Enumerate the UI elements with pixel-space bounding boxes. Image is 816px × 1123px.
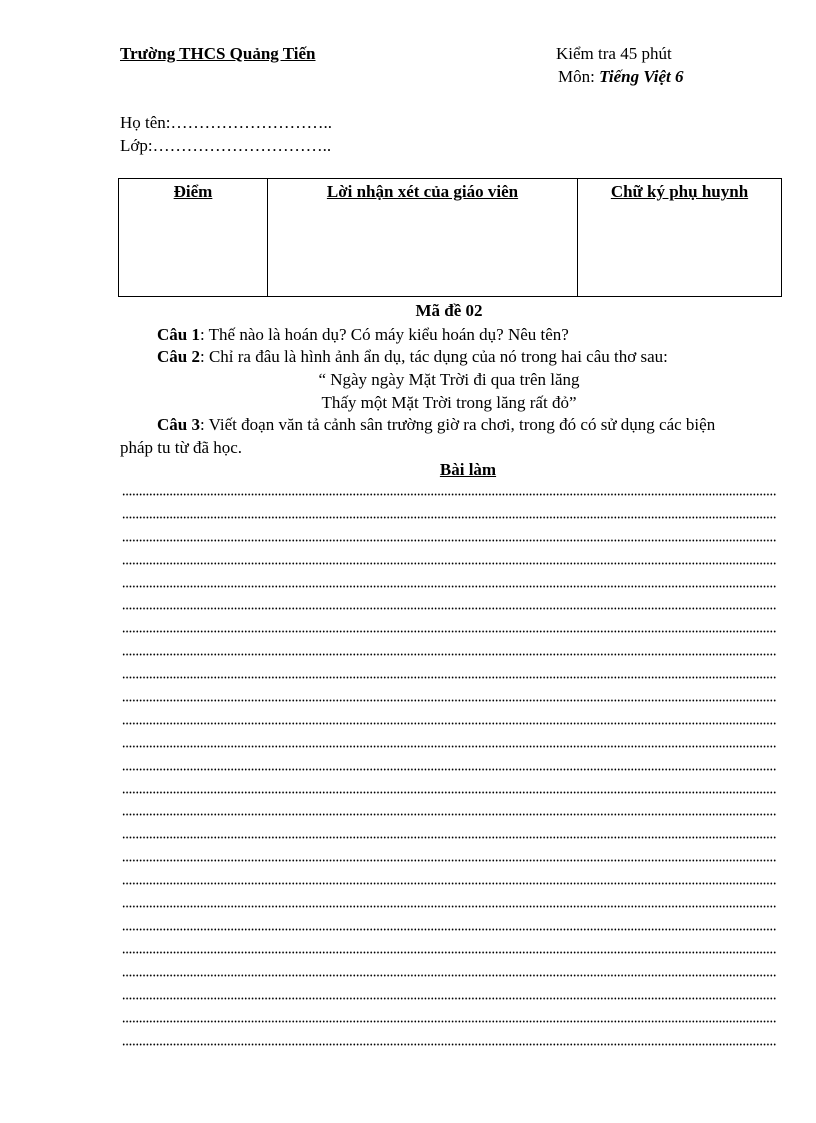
answer-line: [122, 791, 776, 797]
subject-label: Môn:: [558, 67, 595, 86]
answer-line: [122, 905, 776, 911]
question-3-continuation: pháp tu từ đã học.: [120, 438, 243, 457]
answer-line: [122, 813, 776, 819]
answer-line: [122, 974, 776, 980]
question-text: : Viết đoạn văn tả cảnh sân trường giờ ra chơi, trong đó có sử dụng các biện: [199, 415, 716, 434]
answer-line: [122, 768, 776, 774]
question-label: Câu 3: [157, 415, 200, 434]
answer-line: [122, 539, 776, 545]
answer-line: [122, 859, 776, 865]
exam-code: Mã đề 02: [415, 301, 483, 320]
answer-title: Bài làm: [439, 460, 497, 479]
answer-line: [122, 745, 776, 751]
score-cell: [119, 179, 268, 297]
grade-table: [118, 178, 782, 297]
answer-line: [122, 585, 776, 591]
student-name-line: Họ tên:………………………..: [120, 113, 333, 132]
question-label: Câu 2: [157, 347, 200, 366]
question-text: : Chỉ ra đâu là hình ảnh ẩn dụ, tác dụng của nó trong hai câu thơ sau:: [199, 347, 668, 366]
answer-line: [122, 1020, 776, 1026]
subject-line: [558, 68, 683, 85]
answer-line: [122, 562, 776, 568]
exam-duration: Kiểm tra 45 phút: [556, 44, 672, 63]
answer-line: [122, 722, 776, 728]
answer-line: [122, 951, 776, 957]
answer-line: [122, 836, 776, 842]
answer-line: [122, 1043, 776, 1049]
answer-line: [122, 630, 776, 636]
student-class-line: Lớp:…………………………..: [120, 136, 332, 155]
answer-line: [122, 928, 776, 934]
answer-line: [122, 699, 776, 705]
parent-signature-cell: [578, 179, 782, 297]
answer-line: [122, 607, 776, 613]
question-1: [157, 326, 569, 343]
question-label: Câu 1: [157, 325, 200, 344]
answer-line: [122, 516, 776, 522]
score-header: Điểm: [173, 182, 213, 201]
teacher-comment-cell: [268, 179, 578, 297]
answer-line: [122, 997, 776, 1003]
question-2: [157, 348, 668, 365]
question-text: : Thế nào là hoán dụ? Có máy kiểu hoán dụ? Nêu tên?: [199, 325, 569, 344]
parent-signature-header: Chữ ký phụ huynh: [610, 182, 749, 201]
answer-line: [122, 676, 776, 682]
school-name: Trường THCS Quảng Tiến: [120, 44, 316, 63]
answer-line: [122, 882, 776, 888]
answer-line: [122, 493, 776, 499]
subject-name: Tiếng Việt 6: [599, 67, 684, 86]
poem-line-1: “ Ngày ngày Mặt Trời đi qua trên lăng: [318, 370, 580, 389]
answer-line: [122, 653, 776, 659]
poem-line-2: Thấy một Mặt Trời trong lăng rất đỏ”: [321, 393, 577, 412]
teacher-comment-header: Lời nhận xét của giáo viên: [326, 182, 519, 201]
question-3: [157, 416, 715, 433]
